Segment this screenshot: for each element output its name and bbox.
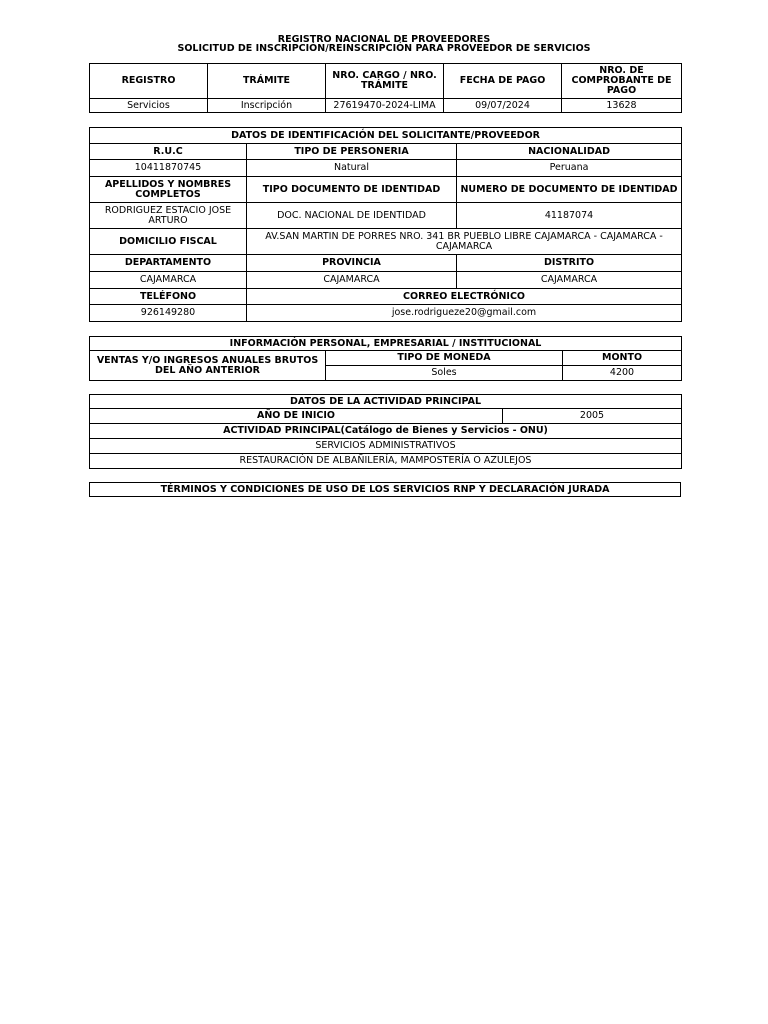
num-doc-label: NUMERO DE DOCUMENTO DE IDENTIDAD xyxy=(457,177,682,203)
actividad-title: DATOS DE LA ACTIVIDAD PRINCIPAL xyxy=(90,395,682,409)
distrito-label: DISTRITO xyxy=(457,255,682,272)
moneda-value: Soles xyxy=(326,366,563,381)
header-subtitle: SOLICITUD DE INSCRIPCIÓN/REINSCRIPCIÓN PARA PROVEEDOR DE SERVICIOS xyxy=(177,43,591,54)
actividad-table xyxy=(89,394,682,469)
terminos-title: TÉRMINOS Y CONDICIONES DE USO DE LOS SERVICIOS RNP Y DECLARACIÓN JURADA xyxy=(90,483,681,497)
distrito-value: CAJAMARCA xyxy=(457,272,682,289)
identificacion-table xyxy=(89,127,682,322)
col-tramite: TRÁMITE xyxy=(208,64,326,99)
ventas-label: VENTAS Y/O INGRESOS ANUALES BRUTOS DEL AÑO ANTERIOR xyxy=(90,351,326,381)
informacion-table xyxy=(89,336,682,381)
telefono-value: 926149280 xyxy=(90,305,247,322)
tipo-doc-value: DOC. NACIONAL DE IDENTIDAD xyxy=(247,203,457,229)
nombres-label: APELLIDOS Y NOMBRES COMPLETOS xyxy=(90,177,247,203)
nombres-value: RODRIGUEZ ESTACIO JOSE ARTURO xyxy=(90,203,247,229)
correo-label: CORREO ELECTRÓNICO xyxy=(247,289,682,305)
tipo-doc-label: TIPO DOCUMENTO DE IDENTIDAD xyxy=(247,177,457,203)
ruc-value: 10411870745 xyxy=(90,160,247,177)
monto-label: MONTO xyxy=(563,351,682,366)
tramite-value-row xyxy=(90,99,682,113)
identificacion-title: DATOS DE IDENTIFICACIÓN DEL SOLICITANTE/PROVEEDOR xyxy=(90,128,682,144)
actividad-principal-label: ACTIVIDAD PRINCIPAL(Catálogo de Bienes y Servicios - ONU) xyxy=(90,424,682,439)
actividad-item: SERVICIOS ADMINISTRATIVOS xyxy=(90,439,682,454)
departamento-label: DEPARTAMENTO xyxy=(90,255,247,272)
col-registro: REGISTRO xyxy=(90,64,208,99)
provincia-value: CAJAMARCA xyxy=(247,272,457,289)
num-doc-value: 41187074 xyxy=(457,203,682,229)
terminos-table xyxy=(89,482,681,497)
domicilio-value: AV.SAN MARTIN DE PORRES NRO. 341 BR PUEBLO LIBRE CAJAMARCA - CAJAMARCA - CAJAMARCA xyxy=(247,229,682,255)
correo-value: jose.rodrigueze20@gmail.com xyxy=(247,305,682,322)
col-comprobante: NRO. DE COMPROBANTE DE PAGO xyxy=(562,64,682,99)
fecha-pago-value: 09/07/2024 xyxy=(444,99,562,113)
ruc-label: R.U.C xyxy=(90,144,247,160)
comprobante-value: 13628 xyxy=(562,99,682,113)
nacionalidad-label: NACIONALIDAD xyxy=(457,144,682,160)
telefono-label: TELÉFONO xyxy=(90,289,247,305)
informacion-title: INFORMACIÓN PERSONAL, EMPRESARIAL / INSTITUCIONAL xyxy=(90,337,682,351)
col-nro-cargo: NRO. CARGO / NRO. TRÁMITE xyxy=(326,64,444,99)
tramite-header-row xyxy=(90,64,682,99)
nro-cargo-value: 27619470-2024-LIMA xyxy=(326,99,444,113)
moneda-label: TIPO DE MONEDA xyxy=(326,351,563,366)
tramite-table xyxy=(89,63,682,113)
departamento-value: CAJAMARCA xyxy=(90,272,247,289)
col-fecha-pago: FECHA DE PAGO xyxy=(444,64,562,99)
anio-inicio-label: AÑO DE INICIO xyxy=(90,409,503,424)
domicilio-label: DOMICILIO FISCAL xyxy=(90,229,247,255)
header-title: REGISTRO NACIONAL DE PROVEEDORES xyxy=(277,34,491,45)
nacionalidad-value: Peruana xyxy=(457,160,682,177)
tramite-value: Inscripción xyxy=(208,99,326,113)
personeria-label: TIPO DE PERSONERIA xyxy=(247,144,457,160)
actividad-item: RESTAURACIÓN DE ALBAÑILERÍA, MAMPOSTERÍA O AZULEJOS xyxy=(90,454,682,469)
provincia-label: PROVINCIA xyxy=(247,255,457,272)
anio-inicio-value: 2005 xyxy=(503,409,682,424)
personeria-value: Natural xyxy=(247,160,457,177)
monto-value: 4200 xyxy=(563,366,682,381)
registro-value: Servicios xyxy=(90,99,208,113)
